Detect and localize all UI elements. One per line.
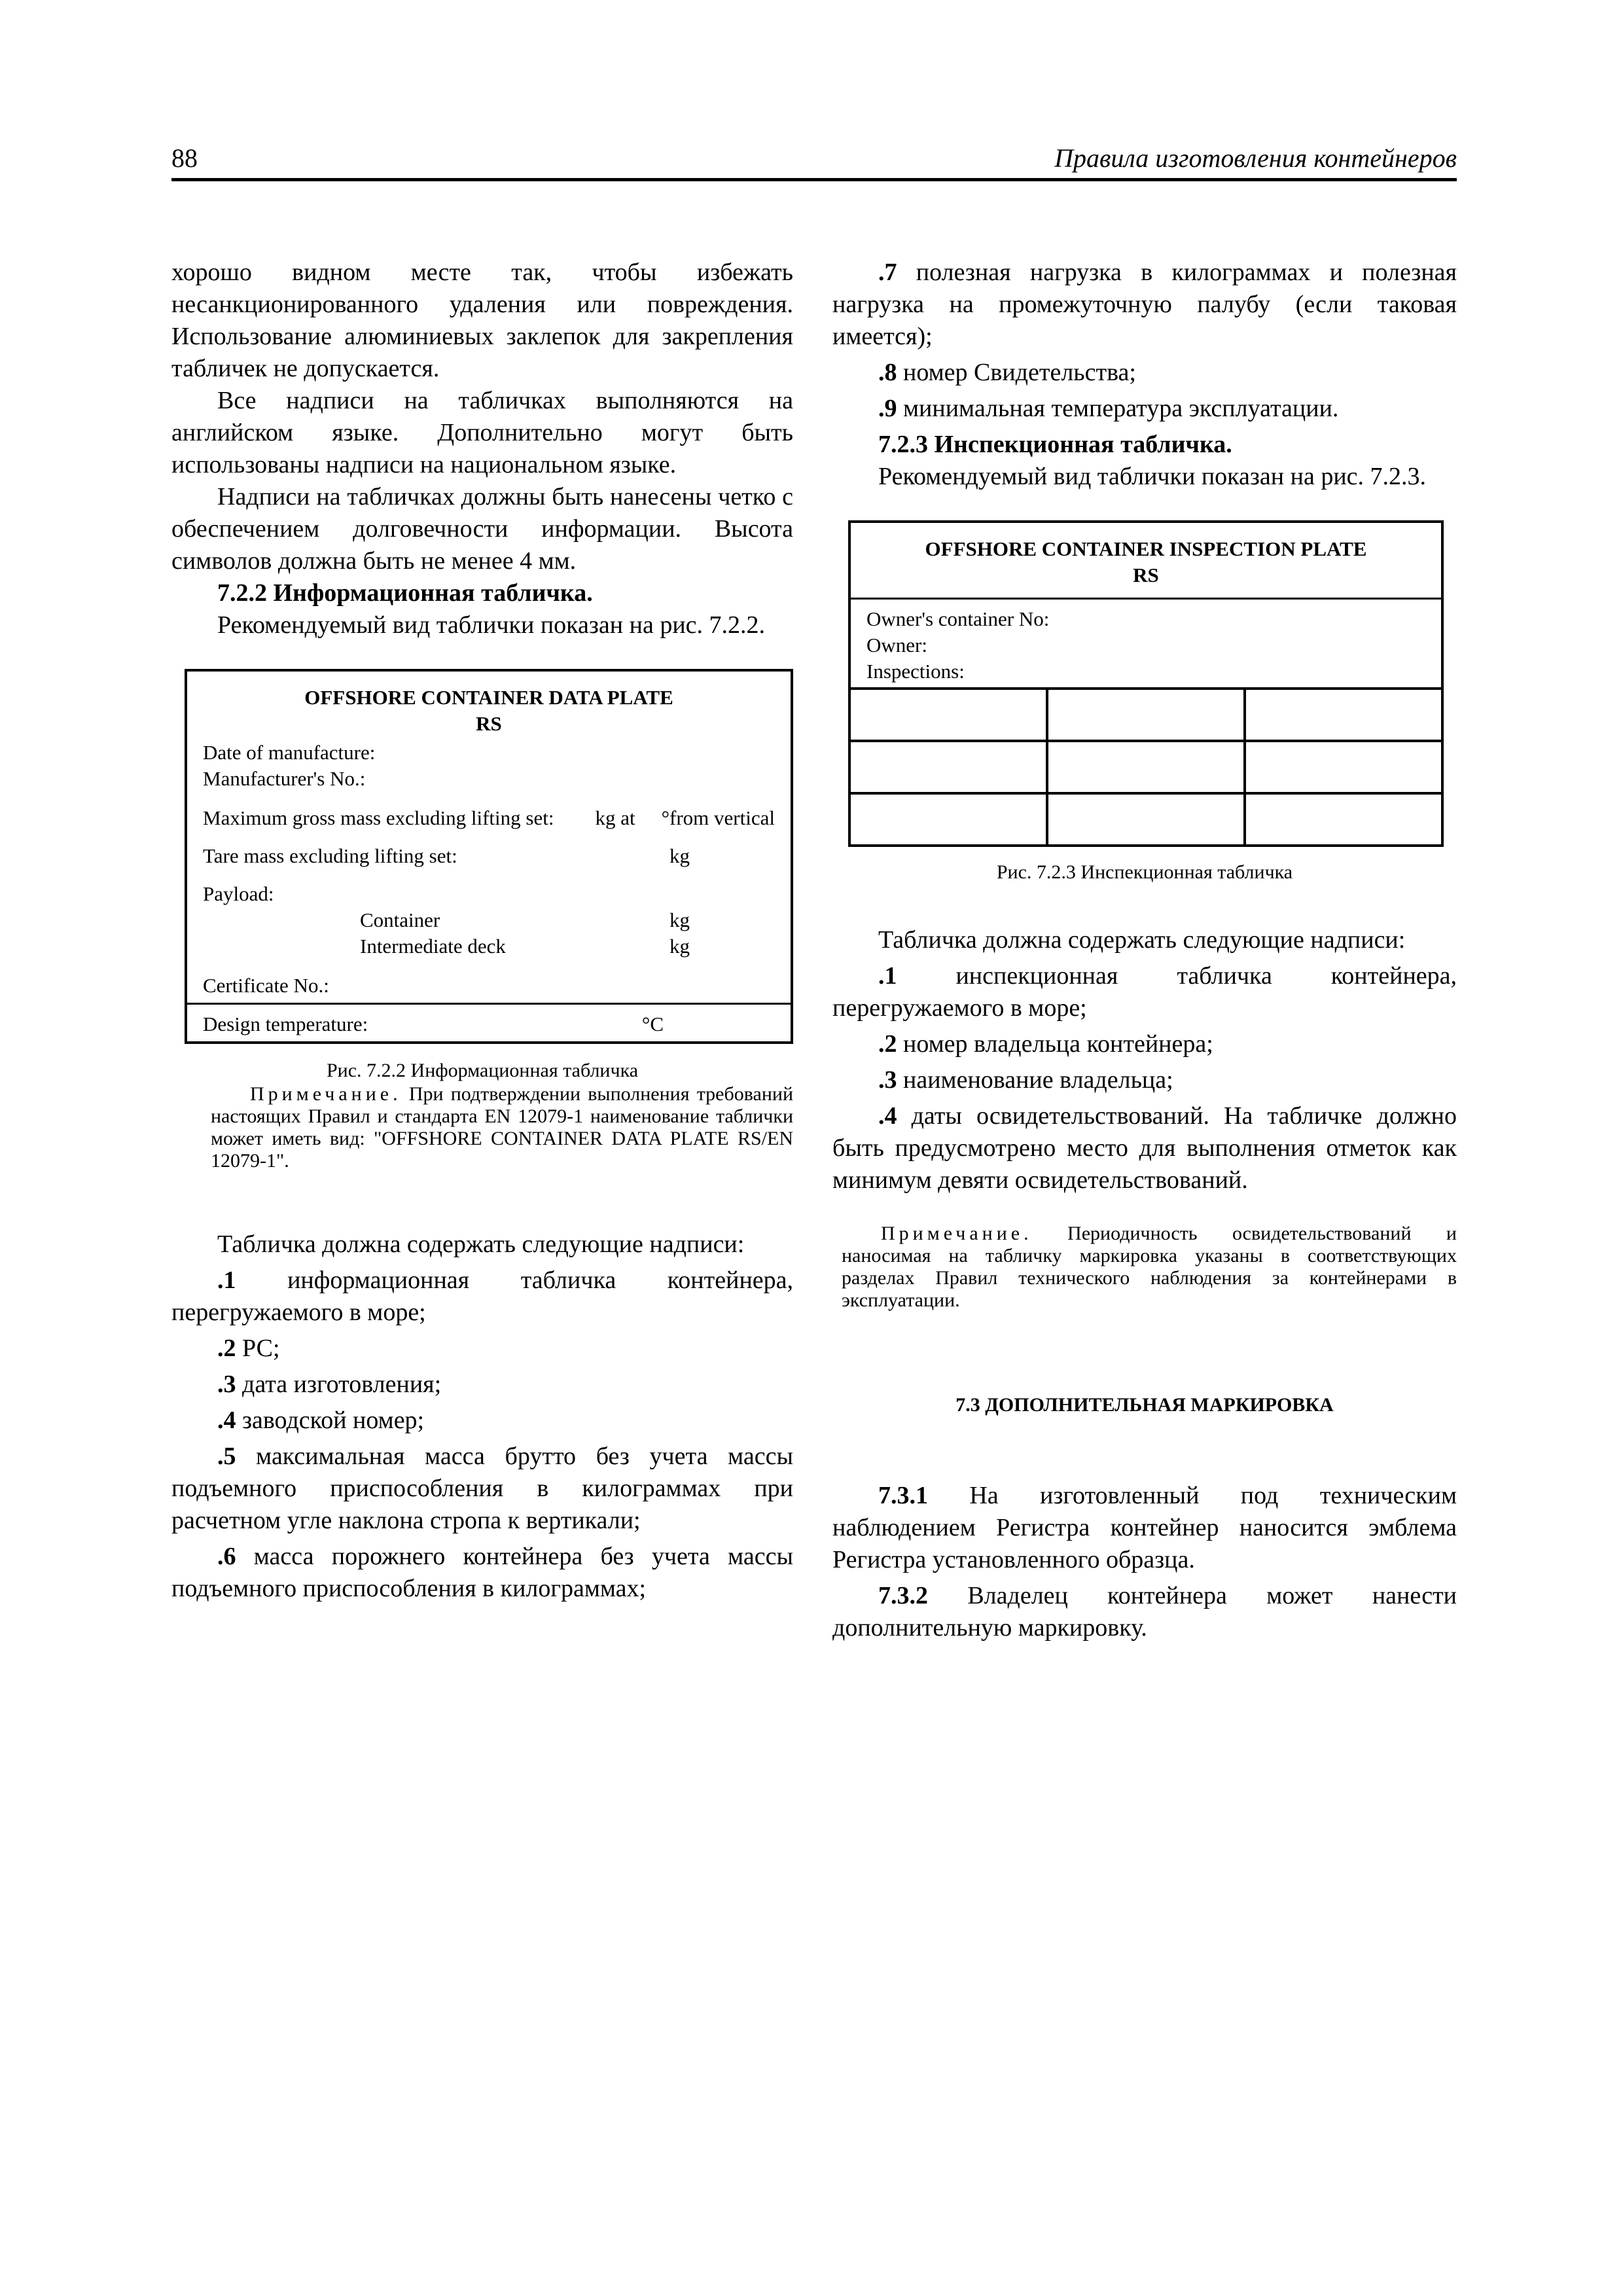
- paragraph: хорошо видном месте так, чтобы избежать несанкционированного удаления или повреждения. Использование алюминиевых заклепок для закрепления табличек не допускается.: [171, 259, 793, 382]
- plate-label: Design temperature:: [203, 1013, 368, 1035]
- plate-title: [851, 523, 1441, 598]
- grid-cell: [1245, 689, 1442, 741]
- list-item: [832, 1100, 1457, 1196]
- item-text: номер Свидетельства;: [903, 359, 1136, 386]
- plate-unit: kg: [669, 935, 690, 958]
- plate-body: [851, 598, 1441, 687]
- plate-title: [187, 672, 791, 740]
- paragraph: [832, 1580, 1457, 1644]
- item-text: дата изготовления;: [242, 1371, 442, 1398]
- paragraph: [832, 1480, 1457, 1576]
- inspection-plate-header: [848, 520, 1444, 687]
- figure-caption: Рис. 7.2.3 Инспекционная табличка: [996, 861, 1293, 883]
- item-number: .6: [217, 1543, 236, 1570]
- section-heading: [832, 429, 1457, 461]
- section-heading: [171, 577, 793, 609]
- list-item: [171, 1333, 793, 1365]
- plate-label: Tare mass excluding lifting set:: [203, 844, 457, 867]
- figure-caption: Рис. 7.2.2 Информационная табличка: [326, 1060, 639, 1081]
- list-item: [832, 393, 1457, 425]
- clause-text: Владелец контейнера может нанести дополнительную маркировку.: [832, 1582, 1457, 1641]
- plate-title-line: OFFSHORE CONTAINER DATA PLATE: [304, 686, 673, 709]
- item-number: .8: [878, 359, 897, 386]
- heading-number: 7.2.2: [217, 579, 267, 607]
- plate-row-max-gross: [203, 805, 775, 831]
- item-text: наименование владельца;: [903, 1066, 1173, 1094]
- grid-cell: [849, 793, 1047, 846]
- data-plate: [185, 669, 793, 1044]
- plate-row-design-temp: [187, 1003, 791, 1041]
- plate-unit: kg at: [595, 806, 635, 829]
- heading-text: Информационная табличка.: [273, 579, 593, 607]
- plate-row-deck: [203, 933, 775, 960]
- item-text: заводской номер;: [242, 1407, 425, 1434]
- right-column: [832, 257, 1457, 1644]
- clause-number: 7.3.2: [878, 1582, 928, 1609]
- grid-cell: [849, 689, 1047, 741]
- grid-row: [849, 793, 1442, 846]
- item-number: .2: [217, 1335, 236, 1362]
- item-number: .9: [878, 395, 897, 422]
- section-title: 7.3 ДОПОЛНИТЕЛЬНАЯ МАРКИРОВКА: [955, 1394, 1334, 1416]
- item-text: даты освидетельствований. На табличке должно быть предусмотрено место для выполнения отметок как минимум девяти освидетельствований.: [832, 1102, 1457, 1194]
- list-item: [171, 1265, 793, 1329]
- left-column: [171, 257, 793, 1605]
- grid-cell: [1245, 741, 1442, 793]
- grid-cell: [1047, 741, 1245, 793]
- item-number: .5: [217, 1443, 236, 1470]
- item-number: .4: [217, 1407, 236, 1434]
- plate-inspections-label: Inspections:: [866, 660, 965, 683]
- plate-owner-label: Owner:: [866, 634, 927, 656]
- inspections-grid: [848, 687, 1444, 847]
- plate-subtitle-line: RS: [476, 712, 502, 735]
- item-number: .1: [878, 962, 897, 990]
- plate-date-label: Date of manufacture:: [203, 741, 376, 764]
- plate-subtitle-line: RS: [1133, 564, 1159, 586]
- plate-label: Maximum gross mass excluding lifting set:: [203, 806, 554, 829]
- plate-mfr-label: Manufacturer's No.:: [203, 767, 366, 790]
- note-label: Примечание.: [250, 1083, 402, 1105]
- grid-row: [849, 741, 1442, 793]
- plate-payload-label: Payload:: [203, 882, 274, 905]
- plate-unit: °C: [641, 1013, 664, 1035]
- note-label: Примечание.: [881, 1223, 1033, 1244]
- note: [211, 1083, 793, 1172]
- grid-cell: [1047, 689, 1245, 741]
- plate-label: Intermediate deck: [360, 935, 506, 958]
- item-text: максимальная масса брутто без учета массы подъемного приспособления в килограммах при расчетном угле наклона стропа к вертикали;: [171, 1443, 793, 1534]
- list-item: [171, 1405, 793, 1437]
- plate-row-tare: [203, 843, 775, 869]
- inspection-plate: [848, 520, 1444, 847]
- heading-number: 7.2.3: [878, 431, 928, 458]
- item-number: .2: [878, 1030, 897, 1058]
- clause-number: 7.3.1: [878, 1482, 928, 1509]
- list-intro: Табличка должна содержать следующие надписи:: [217, 1230, 745, 1258]
- plate-title-line: OFFSHORE CONTAINER INSPECTION PLATE: [925, 537, 1367, 560]
- note-text: Периодичность освидетельствований и наносимая на табличку маркировка указаны в соответствующих разделах Правил технического наблюдения за контейнерами в эксплуатации.: [842, 1223, 1457, 1311]
- item-text: полезная нагрузка в килограммах и полезная нагрузка на промежуточную палубу (если таковая имеется);: [832, 259, 1457, 350]
- plate-owner-no-label: Owner's container No:: [866, 607, 1050, 630]
- list-intro: Табличка должна содержать следующие надписи:: [878, 926, 1406, 954]
- item-number: .1: [217, 1266, 236, 1294]
- paragraph: Все надписи на табличках выполняются на английском языке. Дополнительно могут быть использованы надписи на национальном языке.: [171, 387, 793, 478]
- list-item: [171, 1541, 793, 1605]
- clause-text: На изготовленный под техническим наблюдением Регистра контейнер наносится эмблема Регистра установленного образца.: [832, 1482, 1457, 1573]
- item-text: РС;: [242, 1335, 280, 1362]
- plate-unit: kg: [669, 908, 690, 931]
- list-item: [832, 1028, 1457, 1060]
- list-item: [832, 257, 1457, 353]
- item-text: инспекционная табличка контейнера, перегружаемого в море;: [832, 962, 1457, 1022]
- item-text: минимальная температура эксплуатации.: [903, 395, 1339, 422]
- plate-label: Container: [360, 908, 440, 931]
- grid-cell: [1245, 793, 1442, 846]
- list-item: [832, 357, 1457, 389]
- plate-unit: °from vertical: [661, 806, 775, 829]
- grid-row: [849, 689, 1442, 741]
- header-rule: [171, 178, 1457, 181]
- plate-certificate-label: Certificate No.:: [203, 974, 329, 997]
- item-number: .7: [878, 259, 897, 286]
- list-item: [171, 1441, 793, 1537]
- note: [842, 1223, 1457, 1312]
- paragraph: Рекомендуемый вид таблички показан на рис. 7.2.3.: [878, 463, 1427, 490]
- item-number: .3: [217, 1371, 236, 1398]
- item-text: масса порожнего контейнера без учета массы подъемного приспособления в килограммах;: [171, 1543, 794, 1602]
- item-text: номер владельца контейнера;: [903, 1030, 1213, 1058]
- item-text: информационная табличка контейнера, перегружаемого в море;: [171, 1266, 794, 1326]
- grid-cell: [1047, 793, 1245, 846]
- heading-text: Инспекционная табличка.: [934, 431, 1232, 458]
- page-number: 88: [171, 143, 198, 173]
- item-number: .4: [878, 1102, 897, 1130]
- list-item: [171, 1369, 793, 1401]
- grid-cell: [849, 741, 1047, 793]
- note-text: При подтверждении выполнения требований настоящих Правил и стандарта EN 12079-1 наименование таблички может иметь вид: "OFFSHORE CONTAINER DATA PLATE RS/EN 12079-1".: [211, 1083, 794, 1172]
- list-item: [832, 1064, 1457, 1096]
- running-title: Правила изготовления контейнеров: [1054, 143, 1457, 173]
- list-item: [832, 960, 1457, 1024]
- plate-unit: kg: [669, 844, 690, 867]
- item-number: .3: [878, 1066, 897, 1094]
- paragraph: Рекомендуемый вид таблички показан на рис. 7.2.2.: [217, 611, 766, 639]
- paragraph: Надписи на табличках должны быть нанесены четко с обеспечением долговечности информации. Высота символов должна быть не менее 4 мм.: [171, 483, 793, 575]
- plate-body: [187, 740, 791, 1003]
- plate-row-container: [203, 907, 775, 933]
